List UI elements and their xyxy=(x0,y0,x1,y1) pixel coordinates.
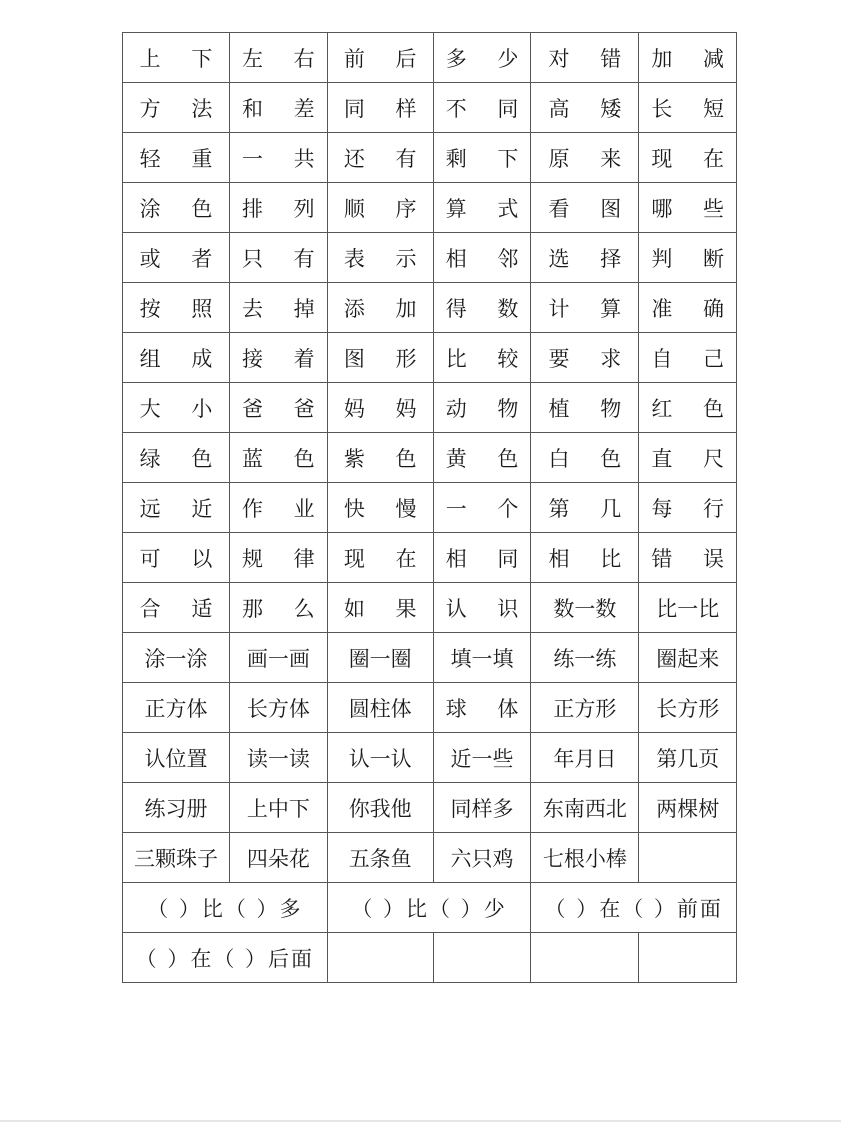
word-cell: 六只鸡 xyxy=(433,833,531,883)
table-row xyxy=(123,83,737,133)
word-cell: 涂一涂 xyxy=(123,633,230,683)
table-row xyxy=(123,133,737,183)
table-row xyxy=(123,233,737,283)
word-cell: 图 形 xyxy=(327,333,433,383)
word-cell: 涂 色 xyxy=(123,183,230,233)
table-row xyxy=(123,483,737,533)
word-cell: 只 有 xyxy=(230,233,328,283)
word-cell: 东南西北 xyxy=(531,783,639,833)
word-cell: 圈起来 xyxy=(639,633,737,683)
word-cell: 作 业 xyxy=(230,483,328,533)
word-cell: 相 邻 xyxy=(433,233,531,283)
word-cell: 前 后 xyxy=(327,33,433,83)
word-cell: 得 数 xyxy=(433,283,531,333)
vocabulary-table xyxy=(122,32,737,983)
word-cell: 接 着 xyxy=(230,333,328,383)
word-cell: 相 同 xyxy=(433,533,531,583)
table-row xyxy=(123,33,737,83)
word-cell: 年月日 xyxy=(531,733,639,783)
word-cell: 剩 下 xyxy=(433,133,531,183)
word-cell: 黄 色 xyxy=(433,433,531,483)
table-row xyxy=(123,583,737,633)
phrase-cell: （ ）比（ ）多 xyxy=(123,883,328,933)
word-cell: 判 断 xyxy=(639,233,737,283)
word-cell: 比一比 xyxy=(639,583,737,633)
word-cell: 如 果 xyxy=(327,583,433,633)
word-cell: 错 误 xyxy=(639,533,737,583)
word-cell: 直 尺 xyxy=(639,433,737,483)
vocabulary-sheet xyxy=(122,32,737,983)
word-cell: 去 掉 xyxy=(230,283,328,333)
word-cell: 长方体 xyxy=(230,683,328,733)
word-cell: 比 较 xyxy=(433,333,531,383)
word-cell: 添 加 xyxy=(327,283,433,333)
empty-cell xyxy=(433,933,531,983)
phrase-cell: （ ）在（ ）后面 xyxy=(123,933,328,983)
word-cell: 认一认 xyxy=(327,733,433,783)
word-cell: 不 同 xyxy=(433,83,531,133)
word-cell: 圈一圈 xyxy=(327,633,433,683)
table-row xyxy=(123,183,737,233)
word-cell: 算 式 xyxy=(433,183,531,233)
word-cell: 你我他 xyxy=(327,783,433,833)
word-cell: 相 比 xyxy=(531,533,639,583)
word-cell: 第 几 xyxy=(531,483,639,533)
word-cell: 左 右 xyxy=(230,33,328,83)
word-cell: 绿 色 xyxy=(123,433,230,483)
word-cell: 长 短 xyxy=(639,83,737,133)
table-row xyxy=(123,783,737,833)
phrase-cell: （ ）比（ ）少 xyxy=(327,883,531,933)
word-cell: 表 示 xyxy=(327,233,433,283)
word-cell: 一 共 xyxy=(230,133,328,183)
word-cell: 自 己 xyxy=(639,333,737,383)
word-cell: 练习册 xyxy=(123,783,230,833)
word-cell: 同样多 xyxy=(433,783,531,833)
word-cell: 三颗珠子 xyxy=(123,833,230,883)
word-cell: 爸 爸 xyxy=(230,383,328,433)
word-cell: 画一画 xyxy=(230,633,328,683)
word-cell: 高 矮 xyxy=(531,83,639,133)
word-cell: 按 照 xyxy=(123,283,230,333)
word-cell: 现 在 xyxy=(639,133,737,183)
word-cell: 或 者 xyxy=(123,233,230,283)
phrase-cell: （ ）在（ ）前面 xyxy=(531,883,737,933)
word-cell: 近一些 xyxy=(433,733,531,783)
empty-cell xyxy=(531,933,639,983)
word-cell: 紫 色 xyxy=(327,433,433,483)
word-cell: 一 个 xyxy=(433,483,531,533)
word-cell: 上 下 xyxy=(123,33,230,83)
table-row xyxy=(123,333,737,383)
table-row xyxy=(123,683,737,733)
word-cell: 顺 序 xyxy=(327,183,433,233)
table-row xyxy=(123,933,737,983)
table-row xyxy=(123,733,737,783)
table-row xyxy=(123,433,737,483)
table-row xyxy=(123,633,737,683)
word-cell: 哪 些 xyxy=(639,183,737,233)
word-cell: 长方形 xyxy=(639,683,737,733)
word-cell: 和 差 xyxy=(230,83,328,133)
word-cell: 四朵花 xyxy=(230,833,328,883)
word-cell: 那 么 xyxy=(230,583,328,633)
word-cell: 方 法 xyxy=(123,83,230,133)
empty-cell xyxy=(639,933,737,983)
word-cell: 动 物 xyxy=(433,383,531,433)
word-cell: 白 色 xyxy=(531,433,639,483)
word-cell: 两棵树 xyxy=(639,783,737,833)
word-cell: 数一数 xyxy=(531,583,639,633)
word-cell: 对 错 xyxy=(531,33,639,83)
word-cell: 填一填 xyxy=(433,633,531,683)
table-row xyxy=(123,833,737,883)
word-cell: 选 择 xyxy=(531,233,639,283)
word-cell: 植 物 xyxy=(531,383,639,433)
word-cell: 远 近 xyxy=(123,483,230,533)
word-cell: 球 体 xyxy=(433,683,531,733)
empty-cell xyxy=(327,933,433,983)
table-row xyxy=(123,283,737,333)
word-cell: 原 来 xyxy=(531,133,639,183)
word-cell: 红 色 xyxy=(639,383,737,433)
word-cell: 轻 重 xyxy=(123,133,230,183)
word-cell: 要 求 xyxy=(531,333,639,383)
word-cell: 看 图 xyxy=(531,183,639,233)
word-cell: 准 确 xyxy=(639,283,737,333)
word-cell: 合 适 xyxy=(123,583,230,633)
word-cell: 上中下 xyxy=(230,783,328,833)
word-cell: 练一练 xyxy=(531,633,639,683)
word-cell: 可 以 xyxy=(123,533,230,583)
word-cell: 加 减 xyxy=(639,33,737,83)
word-cell: 妈 妈 xyxy=(327,383,433,433)
word-cell: 第几页 xyxy=(639,733,737,783)
table-row xyxy=(123,383,737,433)
table-row xyxy=(123,533,737,583)
word-cell: 圆柱体 xyxy=(327,683,433,733)
word-cell: 认 识 xyxy=(433,583,531,633)
table-row xyxy=(123,883,737,933)
vocabulary-table-body xyxy=(123,33,737,983)
word-cell: 认位置 xyxy=(123,733,230,783)
word-cell: 读一读 xyxy=(230,733,328,783)
word-cell: 每 行 xyxy=(639,483,737,533)
word-cell: 蓝 色 xyxy=(230,433,328,483)
word-cell: 组 成 xyxy=(123,333,230,383)
word-cell: 还 有 xyxy=(327,133,433,183)
word-cell: 规 律 xyxy=(230,533,328,583)
word-cell: 同 样 xyxy=(327,83,433,133)
word-cell: 计 算 xyxy=(531,283,639,333)
word-cell: 排 列 xyxy=(230,183,328,233)
word-cell: 快 慢 xyxy=(327,483,433,533)
word-cell: 正方体 xyxy=(123,683,230,733)
word-cell: 大 小 xyxy=(123,383,230,433)
word-cell: 正方形 xyxy=(531,683,639,733)
word-cell: 多 少 xyxy=(433,33,531,83)
word-cell: 五条鱼 xyxy=(327,833,433,883)
word-cell xyxy=(639,833,737,883)
word-cell: 七根小棒 xyxy=(531,833,639,883)
word-cell: 现 在 xyxy=(327,533,433,583)
